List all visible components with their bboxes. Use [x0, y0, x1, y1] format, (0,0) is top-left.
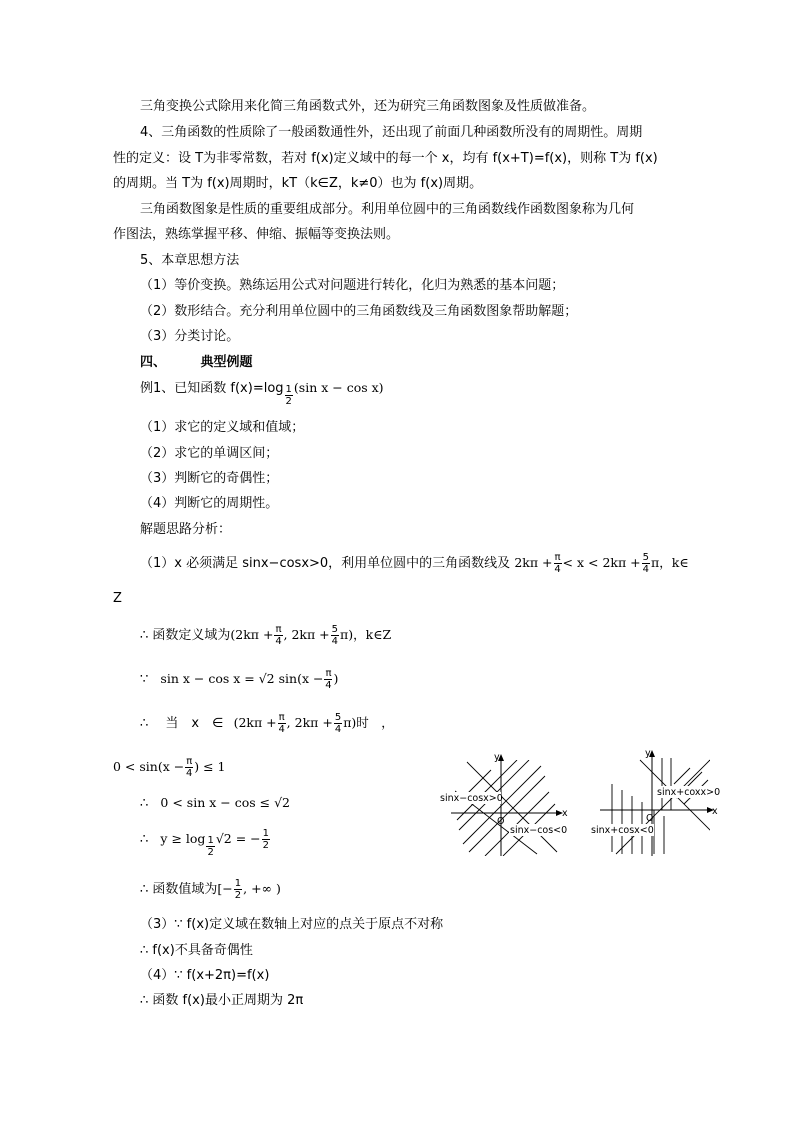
therefore-symbol: ∴ — [140, 832, 149, 847]
solution-1-text: （1）x 必须满足 sinx−cosx>0，利用单位圆中的三角函数线及 — [140, 556, 511, 571]
para-graph-2: 作图法，熟练掌握平移、伸缩、振幅等变换法则。 — [113, 227, 400, 242]
frac-den: 2 — [234, 890, 242, 901]
range-b: , +∞ ) — [243, 881, 281, 896]
heading-methods: 5、本章思想方法 — [140, 253, 240, 268]
domain-math-c: π)，k∈Z — [340, 627, 392, 642]
solution-4-conclusion: ∴ 函数 f(x)最小正周期为 2π — [140, 993, 304, 1008]
domain-math-a: (2kπ + — [230, 627, 274, 642]
range-line — [140, 878, 281, 901]
question-4: （4）判断它的周期性。 — [140, 496, 279, 511]
when-math-c: π)时 ， — [343, 715, 394, 730]
analysis-label: 解题思路分析： — [140, 522, 232, 537]
frac-num: π — [278, 712, 285, 723]
y-axis-label: y — [645, 748, 651, 759]
example-1-arg: (sin x − cos x) — [293, 380, 384, 395]
frac-den: 4 — [278, 724, 285, 735]
x-axis-label: x — [712, 806, 718, 817]
question-1: （1）求它的定义域和值域； — [140, 420, 305, 435]
para-transform: 三角变换公式除用来化简三角函数式外，还为研究三角函数图象及性质做准备。 — [140, 99, 596, 114]
frac-num: π — [554, 552, 561, 563]
method-3: （3）分类讨论。 — [140, 329, 240, 344]
ineq-1 — [113, 756, 226, 779]
label-negative: sinx−cos<0 — [510, 825, 568, 836]
example-1-prefix: 例1、已知函数 f(x)=log — [140, 381, 284, 396]
frac-num: 1 — [234, 878, 242, 889]
domain-prefix: ∴ 函数定义域为 — [140, 628, 231, 643]
label-positive: sinx+coxx>0 — [657, 787, 721, 798]
label-negative: sinx+cosx<0 — [591, 825, 654, 836]
solution-1-math-c: π，k∈ — [651, 555, 689, 570]
ineq-2-expr: 0 < sin x − cos ≤ √2 — [160, 795, 290, 810]
solution-1-math-b: < x < 2kπ + — [562, 555, 641, 570]
example-1 — [140, 377, 384, 407]
figure-sin-minus-cos — [437, 748, 577, 860]
when-math-a: (2kπ + — [233, 715, 277, 730]
log-base-num: 1 — [285, 384, 292, 395]
ineq-3-a: y ≥ log — [160, 831, 206, 846]
frac-den: 4 — [325, 680, 332, 691]
x-axis-label: x — [562, 808, 568, 819]
question-2: （2）求它的单调区间； — [140, 446, 279, 461]
ineq-1-a: 0 < sin(x − — [113, 759, 185, 774]
frac-num: 5 — [642, 552, 650, 563]
frac-den: 2 — [207, 847, 214, 858]
range-prefix: ∴ 函数值域为 — [140, 882, 218, 897]
question-3: （3）判断它的奇偶性； — [140, 471, 279, 486]
since-symbol: ∵ — [140, 672, 149, 687]
para-graph-1: 三角函数图象是性质的重要组成部分。利用单位圆中的三角函数线作函数图象称为几何 — [140, 202, 635, 217]
para-periodicity-3: 的周期。当 T为 f(x)周期时，kT（k∈Z，k≠0）也为 f(x)周期。 — [113, 176, 483, 191]
y-axis-label: y — [494, 752, 500, 763]
frac-den: 4 — [331, 636, 339, 647]
close-paren: ) — [333, 671, 339, 686]
therefore-symbol: ∴ — [140, 796, 149, 811]
log-base-half — [285, 384, 293, 407]
section-number: 四、 — [140, 355, 167, 370]
log-base-den: 2 — [285, 396, 292, 407]
solution-3: （3）∵ f(x)定义域在数轴上对应的点关于原点不对称 — [140, 917, 444, 932]
origin-label: O — [646, 813, 654, 824]
solution-1-math-a: 2kπ + — [514, 555, 553, 570]
method-2: （2）数形结合。充分利用单位圆中的三角函数线及三角函数图象帮助解题； — [140, 304, 578, 319]
frac-num: π — [186, 756, 193, 767]
frac-den: 2 — [262, 840, 269, 851]
origin-label: O — [497, 816, 505, 827]
solution-3-conclusion: ∴ f(x)不具备奇偶性 — [140, 943, 253, 958]
frac-den: 4 — [554, 564, 561, 575]
frac-den: 4 — [642, 564, 650, 575]
when-prefix: ∴ 当 x ∈ — [140, 716, 224, 731]
frac-den: 4 — [275, 636, 282, 647]
since-expr: sin x − cos x = √2 sin(x − — [160, 671, 324, 686]
frac-num: 5 — [331, 624, 339, 635]
frac-den: 4 — [186, 768, 193, 779]
ineq-3-b: √2 = − — [215, 831, 261, 846]
frac-den: 4 — [334, 724, 342, 735]
range-a: [− — [217, 881, 233, 896]
ineq-1-b: ) ≤ 1 — [194, 759, 226, 774]
frac-num: 1 — [262, 828, 269, 839]
para-periodicity-2: 性的定义：设 T为非零常数，若对 f(x)定义域中的每一个 x，均有 f(x+T)=f(x)，则称 T为 f(x) — [113, 151, 658, 166]
section-heading — [140, 354, 253, 372]
label-positive: sinx−cosx>0 — [440, 793, 503, 804]
ineq-2 — [140, 794, 290, 813]
section-title: 典型例题 — [200, 355, 253, 370]
frac-num: π — [325, 668, 332, 679]
figure-sin-plus-cos — [588, 744, 728, 860]
domain-line — [140, 624, 391, 647]
domain-math-b: , 2kπ + — [283, 627, 330, 642]
solution-1-z: Z — [113, 591, 122, 606]
para-periodicity-1: 4、三角函数的性质除了一般函数通性外，还出现了前面几种函数所没有的周期性。周期 — [140, 125, 643, 140]
solution-4: （4）∵ f(x+2π)=f(x) — [140, 968, 270, 983]
since-line — [140, 668, 338, 691]
ineq-3 — [140, 828, 271, 858]
frac-num: π — [275, 624, 282, 635]
method-1: （1）等价变换。熟练运用公式对问题进行转化，化归为熟悉的基本问题； — [140, 278, 565, 293]
solution-1 — [140, 552, 689, 575]
when-line — [140, 712, 394, 735]
when-math-b: , 2kπ + — [286, 715, 333, 730]
frac-num: 1 — [207, 835, 214, 846]
frac-num: 5 — [334, 712, 342, 723]
